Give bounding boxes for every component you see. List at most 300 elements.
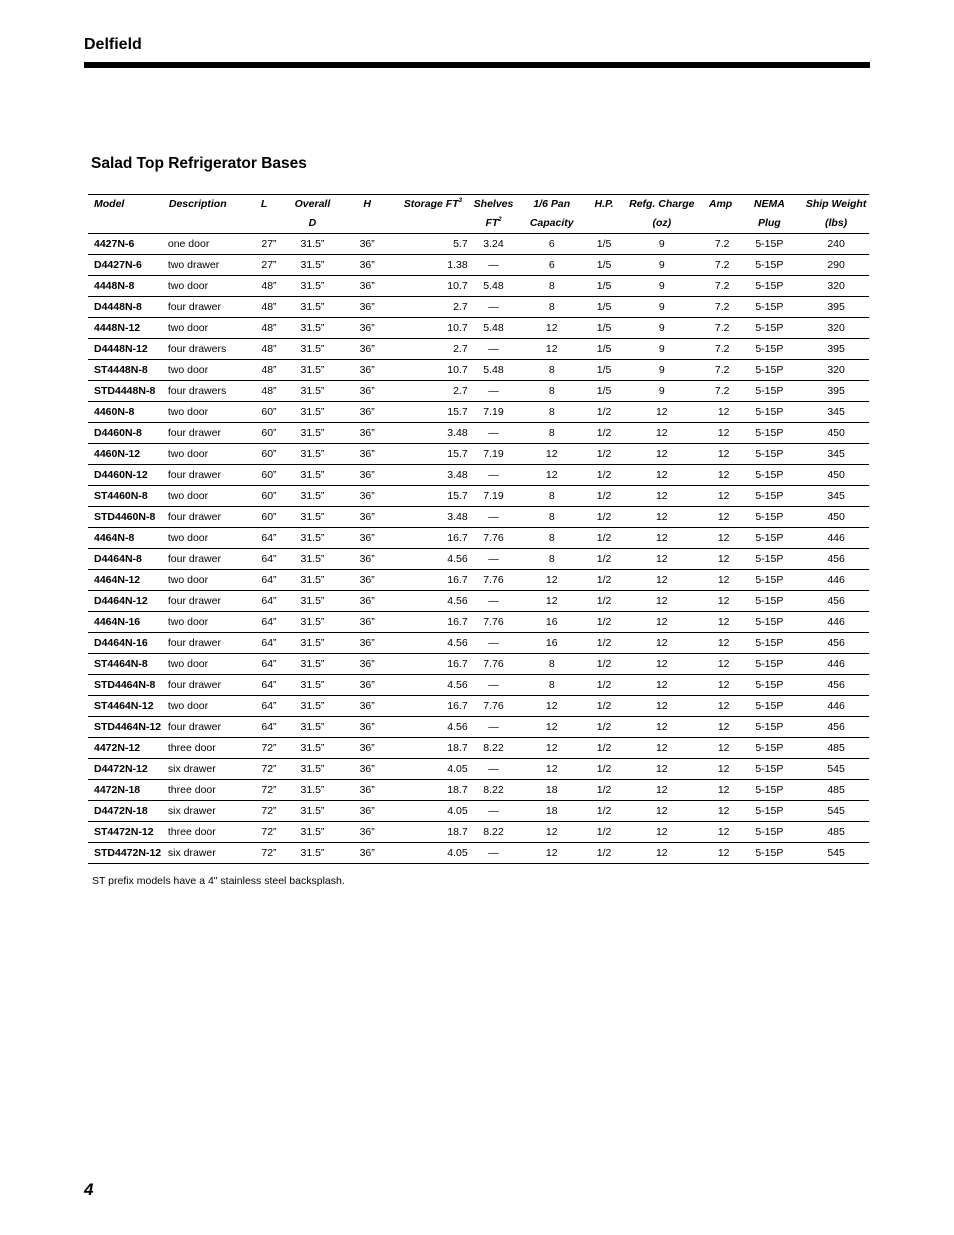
cell-shelves: 7.76 [474, 654, 514, 675]
cell-amp: 12 [706, 507, 736, 528]
cell-h: 36” [342, 528, 392, 549]
cell-refg-charge: 12 [618, 612, 706, 633]
cell-refg-charge: 12 [618, 549, 706, 570]
cell-pan-capacity: 18 [513, 780, 590, 801]
cell-ship-weight: 456 [803, 675, 869, 696]
cell-refg-charge: 12 [618, 570, 706, 591]
cell-l: 60” [246, 465, 283, 486]
cell-nema-plug: 5-15P [736, 381, 804, 402]
cell-pan-capacity: 8 [513, 549, 590, 570]
cell-storage: 16.7 [392, 612, 474, 633]
cell-ship-weight: 456 [803, 717, 869, 738]
cell-pan-capacity: 12 [513, 759, 590, 780]
cell-l: 64” [246, 612, 283, 633]
col-nema-plug: Plug [736, 214, 804, 234]
cell-model: ST4464N-8 [88, 654, 163, 675]
cell-nema-plug: 5-15P [736, 549, 804, 570]
cell-amp: 12 [706, 570, 736, 591]
cell-nema-plug: 5-15P [736, 738, 804, 759]
cell-hp: 1/2 [590, 759, 618, 780]
cell-amp: 12 [706, 822, 736, 843]
cell-pan-capacity: 12 [513, 339, 590, 360]
cell-amp: 12 [706, 738, 736, 759]
cell-shelves: 7.76 [474, 696, 514, 717]
cell-storage: 4.56 [392, 717, 474, 738]
cell-shelves: 7.76 [474, 528, 514, 549]
table-row [88, 780, 869, 801]
cell-l: 60” [246, 423, 283, 444]
table-row [88, 591, 869, 612]
cell-nema-plug: 5-15P [736, 486, 804, 507]
cell-model: STD4460N-8 [88, 507, 163, 528]
cell-overall-d: 31.5” [283, 633, 343, 654]
cell-shelves: — [474, 339, 514, 360]
cell-overall-d: 31.5” [283, 465, 343, 486]
cell-l: 48” [246, 276, 283, 297]
cell-l: 48” [246, 381, 283, 402]
cell-amp: 12 [706, 549, 736, 570]
cell-model: D4472N-18 [88, 801, 163, 822]
cell-nema-plug: 5-15P [736, 318, 804, 339]
cell-overall-d: 31.5” [283, 591, 343, 612]
cell-amp: 12 [706, 402, 736, 423]
cell-refg-charge: 9 [618, 276, 706, 297]
cell-h: 36” [342, 570, 392, 591]
cell-h: 36” [342, 696, 392, 717]
cell-hp: 1/2 [590, 465, 618, 486]
cell-hp: 1/2 [590, 696, 618, 717]
col-pan: 1/6 Pan [533, 198, 571, 211]
cell-overall-d: 31.5” [283, 486, 343, 507]
cell-description: four drawer [163, 549, 246, 570]
cell-refg-charge: 12 [618, 402, 706, 423]
cell-description: two door [163, 654, 246, 675]
cell-pan-capacity: 16 [513, 612, 590, 633]
cell-hp: 1/5 [590, 318, 618, 339]
cell-hp: 1/2 [590, 633, 618, 654]
cell-amp: 7.2 [706, 318, 736, 339]
cell-amp: 12 [706, 633, 736, 654]
cell-hp: 1/2 [590, 402, 618, 423]
cell-shelves: 3.24 [474, 234, 514, 255]
cell-ship-weight: 485 [803, 738, 869, 759]
cell-h: 36” [342, 465, 392, 486]
cell-model: D4448N-12 [88, 339, 163, 360]
cell-amp: 7.2 [706, 381, 736, 402]
cell-amp: 12 [706, 444, 736, 465]
cell-description: four drawer [163, 507, 246, 528]
cell-hp: 1/5 [590, 297, 618, 318]
cell-ship-weight: 290 [803, 255, 869, 276]
cell-refg-charge: 12 [618, 780, 706, 801]
cell-description: two door [163, 360, 246, 381]
table-row [88, 444, 869, 465]
col-shelves: Shelves [473, 198, 514, 211]
cell-h: 36” [359, 847, 375, 859]
cell-nema-plug: 5-15P [736, 822, 804, 843]
cell-model: D4427N-6 [88, 255, 163, 276]
cell-refg-charge: 12 [618, 486, 706, 507]
cell-refg-charge: 12 [618, 759, 706, 780]
cell-storage: 2.7 [392, 339, 474, 360]
cell-shelves: — [474, 675, 514, 696]
cell-model: ST4460N-8 [88, 486, 163, 507]
cell-nema-plug: 5-15P [736, 402, 804, 423]
cell-hp: 1/2 [590, 507, 618, 528]
cell-ship-weight: 320 [803, 360, 869, 381]
cell-overall-d: 31.5” [283, 297, 343, 318]
cell-ship-weight: 450 [803, 423, 869, 444]
cell-storage: 4.05 [392, 801, 474, 822]
cell-pan-capacity: 8 [513, 381, 590, 402]
cell-description: two door [163, 402, 246, 423]
col-refg-oz: (oz) [618, 214, 706, 234]
cell-description: four drawer [163, 591, 246, 612]
cell-hp: 1/5 [590, 276, 618, 297]
cell-amp: 12 [706, 465, 736, 486]
cell-ship-weight: 450 [803, 507, 869, 528]
cell-storage: 4.56 [392, 549, 474, 570]
cell-description: four drawer [163, 633, 246, 654]
cell-pan-capacity: 12 [545, 847, 558, 859]
cell-l: 64” [246, 633, 283, 654]
shelves-ft-label: FT [485, 217, 499, 230]
cell-l: 48” [246, 339, 283, 360]
cell-refg-charge: 9 [618, 318, 706, 339]
table-row [88, 654, 869, 675]
shelves-ft-sup: 2 [498, 217, 502, 224]
cell-storage: 10.7 [392, 276, 474, 297]
cell-model: STD4464N-12 [88, 717, 163, 738]
cell-nema-plug: 5-15P [736, 234, 804, 255]
cell-storage: 18.7 [392, 738, 474, 759]
cell-l: 60” [246, 402, 283, 423]
cell-storage: 16.7 [392, 570, 474, 591]
col-refg: Refg. Charge [629, 198, 695, 211]
cell-hp: 1/5 [590, 234, 618, 255]
cell-description: four drawer [163, 675, 246, 696]
cell-amp: 12 [706, 780, 736, 801]
cell-hp: 1/5 [590, 360, 618, 381]
cell-nema-plug: 5-15P [736, 360, 804, 381]
cell-pan-capacity: 12 [513, 738, 590, 759]
cell-pan-capacity: 8 [513, 675, 590, 696]
cell-overall-d: 31.5” [283, 717, 343, 738]
cell-ship-weight: 320 [803, 276, 869, 297]
cell-refg-charge: 12 [618, 738, 706, 759]
cell-l: 27” [246, 234, 283, 255]
cell-pan-capacity: 12 [513, 696, 590, 717]
cell-model: ST4448N-8 [88, 360, 163, 381]
cell-overall-d: 31.5” [283, 612, 343, 633]
table-row [88, 234, 869, 255]
cell-l: 72” [261, 847, 277, 859]
table-row [88, 255, 869, 276]
cell-refg-charge: 9 [618, 381, 706, 402]
cell-nema-plug: 5-15P [736, 801, 804, 822]
cell-description: four drawers [163, 381, 246, 402]
cell-storage: 4.56 [392, 675, 474, 696]
table-row [88, 822, 869, 843]
table-row [88, 738, 869, 759]
cell-description: three door [163, 822, 246, 843]
cell-l: 72” [246, 822, 283, 843]
cell-overall-d: 31.5” [283, 801, 343, 822]
cell-amp: 12 [706, 759, 736, 780]
cell-h: 36” [342, 360, 392, 381]
cell-hp: 1/2 [590, 570, 618, 591]
cell-l: 64” [246, 696, 283, 717]
cell-l: 60” [246, 444, 283, 465]
cell-l: 64” [246, 591, 283, 612]
cell-ship-weight: 395 [803, 381, 869, 402]
cell-ship-weight: 345 [803, 444, 869, 465]
cell-h: 36” [342, 444, 392, 465]
cell-nema-plug: 5-15P [736, 717, 804, 738]
cell-nema-plug: 5-15P [736, 654, 804, 675]
cell-refg-charge: 12 [618, 654, 706, 675]
cell-refg-charge: 12 [618, 717, 706, 738]
cell-l: 64” [246, 528, 283, 549]
cell-l: 60” [246, 507, 283, 528]
cell-h: 36” [342, 339, 392, 360]
cell-model: 4464N-12 [88, 570, 163, 591]
cell-nema-plug: 5-15P [736, 255, 804, 276]
col-amp: Amp [708, 198, 733, 211]
cell-h: 36” [342, 822, 392, 843]
cell-storage: 15.7 [392, 486, 474, 507]
cell-ship-weight: 345 [803, 402, 869, 423]
cell-l: 48” [246, 360, 283, 381]
cell-model: D4464N-12 [88, 591, 163, 612]
cell-hp: 1/2 [596, 847, 612, 859]
cell-overall-d: 31.5” [283, 549, 343, 570]
cell-shelves: 7.19 [474, 444, 514, 465]
table-row [88, 507, 869, 528]
cell-l: 72” [246, 780, 283, 801]
cell-refg-charge: 9 [618, 255, 706, 276]
cell-shelves: 7.76 [474, 612, 514, 633]
brand-name: Delfield [84, 36, 142, 53]
cell-nema-plug: 5-15P [736, 465, 804, 486]
cell-hp: 1/5 [590, 255, 618, 276]
cell-hp: 1/2 [590, 423, 618, 444]
table-row [88, 360, 869, 381]
cell-model: D4460N-12 [88, 465, 163, 486]
cell-model: D4464N-8 [88, 549, 163, 570]
cell-amp: 12 [706, 612, 736, 633]
cell-model: STD4472N-12 [94, 847, 162, 859]
cell-description: four drawer [163, 423, 246, 444]
cell-pan-capacity: 8 [513, 276, 590, 297]
cell-overall-d: 31.5” [300, 847, 325, 859]
cell-model: D4460N-8 [88, 423, 163, 444]
cell-overall-d: 31.5” [283, 507, 343, 528]
cell-amp: 12 [706, 654, 736, 675]
cell-ship-weight: 485 [803, 822, 869, 843]
table-row [88, 402, 869, 423]
cell-l: 60” [246, 486, 283, 507]
table-body [88, 234, 869, 864]
cell-ship-weight: 450 [803, 465, 869, 486]
cell-description: four drawer [163, 297, 246, 318]
cell-shelves: — [474, 801, 514, 822]
cell-nema-plug: 5-15P [736, 591, 804, 612]
cell-storage: 5.7 [392, 234, 474, 255]
cell-pan-capacity: 8 [513, 654, 590, 675]
cell-shelves: — [474, 507, 514, 528]
cell-description: four drawer [163, 717, 246, 738]
cell-pan-capacity: 8 [513, 507, 590, 528]
cell-storage: 4.56 [392, 633, 474, 654]
table-header-row [88, 195, 869, 215]
cell-h: 36” [342, 675, 392, 696]
cell-ship-weight: 485 [803, 780, 869, 801]
cell-pan-capacity: 8 [513, 360, 590, 381]
table-row [88, 339, 869, 360]
cell-storage: 16.7 [392, 654, 474, 675]
table-row [88, 675, 869, 696]
cell-model: 4427N-6 [88, 234, 163, 255]
cell-description: six drawer [167, 847, 216, 859]
cell-model: STD4464N-8 [88, 675, 163, 696]
cell-amp: 12 [717, 847, 730, 859]
cell-h: 36” [342, 717, 392, 738]
cell-shelves: 5.48 [474, 318, 514, 339]
cell-nema-plug: 5-15P [736, 276, 804, 297]
cell-amp: 7.2 [706, 276, 736, 297]
cell-overall-d: 31.5” [283, 675, 343, 696]
cell-pan-capacity: 6 [513, 234, 590, 255]
cell-pan-capacity: 12 [513, 444, 590, 465]
cell-description: two door [163, 570, 246, 591]
cell-nema-plug: 5-15P [736, 780, 804, 801]
cell-h: 36” [342, 549, 392, 570]
cell-storage: 4.56 [392, 591, 474, 612]
cell-model: 4448N-8 [88, 276, 163, 297]
table-row [88, 570, 869, 591]
cell-pan-capacity: 8 [513, 528, 590, 549]
cell-shelves: — [488, 847, 499, 859]
cell-description: two door [163, 612, 246, 633]
cell-nema-plug: 5-15P [736, 444, 804, 465]
col-ship-lbs: (lbs) [803, 214, 869, 234]
cell-nema-plug: 5-15P [736, 507, 804, 528]
footnote: ST prefix models have a 4" stainless steel backsplash. [92, 875, 345, 887]
col-ship: Ship Weight [805, 198, 867, 211]
cell-shelves: 5.48 [474, 360, 514, 381]
cell-refg-charge: 12 [618, 423, 706, 444]
table-header-row [88, 214, 869, 234]
cell-hp: 1/2 [590, 654, 618, 675]
cell-h: 36” [342, 780, 392, 801]
col-overall-d: D [283, 214, 343, 234]
cell-description: three door [163, 780, 246, 801]
cell-shelves: — [474, 423, 514, 444]
cell-refg-charge: 12 [618, 591, 706, 612]
cell-description: six drawer [163, 801, 246, 822]
cell-storage: 15.7 [392, 444, 474, 465]
cell-description: four drawers [163, 339, 246, 360]
cell-refg-charge: 9 [618, 339, 706, 360]
cell-amp: 7.2 [706, 297, 736, 318]
cell-storage: 2.7 [392, 381, 474, 402]
cell-hp: 1/2 [590, 822, 618, 843]
cell-pan-capacity: 12 [513, 822, 590, 843]
cell-l: 27” [246, 255, 283, 276]
cell-l: 64” [246, 654, 283, 675]
cell-shelves: 7.76 [474, 570, 514, 591]
cell-ship-weight: 446 [803, 654, 869, 675]
cell-h: 36” [342, 318, 392, 339]
cell-description: three door [163, 738, 246, 759]
cell-amp: 7.2 [706, 360, 736, 381]
cell-h: 36” [342, 759, 392, 780]
cell-shelves: 7.19 [474, 486, 514, 507]
table-row [88, 486, 869, 507]
cell-model: 4472N-18 [88, 780, 163, 801]
cell-overall-d: 31.5” [283, 339, 343, 360]
col-shelves-ft [474, 214, 514, 234]
table-row [88, 318, 869, 339]
cell-description: two drawer [163, 255, 246, 276]
cell-storage: 2.7 [392, 297, 474, 318]
cell-model: STD4448N-8 [88, 381, 163, 402]
cell-overall-d: 31.5” [283, 255, 343, 276]
cell-overall-d: 31.5” [283, 528, 343, 549]
cell-pan-capacity: 8 [513, 486, 590, 507]
cell-overall-d: 31.5” [283, 738, 343, 759]
cell-pan-capacity: 8 [513, 423, 590, 444]
cell-shelves: 8.22 [474, 780, 514, 801]
cell-nema-plug: 5-15P [736, 633, 804, 654]
cell-shelves: 7.19 [474, 402, 514, 423]
cell-hp: 1/2 [590, 780, 618, 801]
cell-h: 36” [342, 654, 392, 675]
cell-ship-weight: 240 [803, 234, 869, 255]
cell-storage: 3.48 [392, 465, 474, 486]
cell-storage: 3.48 [392, 507, 474, 528]
cell-description: two door [163, 696, 246, 717]
cell-h: 36” [342, 276, 392, 297]
cell-model: 4460N-8 [88, 402, 163, 423]
cell-overall-d: 31.5” [283, 423, 343, 444]
cell-overall-d: 31.5” [283, 444, 343, 465]
cell-hp: 1/2 [590, 486, 618, 507]
cell-storage: 16.7 [392, 696, 474, 717]
cell-storage: 1.38 [392, 255, 474, 276]
cell-h: 36” [342, 234, 392, 255]
col-pan-capacity: Capacity [513, 214, 590, 234]
cell-hp: 1/2 [590, 738, 618, 759]
cell-storage: 4.05 [392, 759, 474, 780]
cell-overall-d: 31.5” [283, 654, 343, 675]
cell-ship-weight: 456 [803, 633, 869, 654]
cell-hp: 1/5 [590, 339, 618, 360]
cell-model: ST4464N-12 [88, 696, 163, 717]
cell-h: 36” [342, 633, 392, 654]
table-row [88, 423, 869, 444]
cell-overall-d: 31.5” [283, 570, 343, 591]
cell-h: 36” [342, 402, 392, 423]
cell-pan-capacity: 8 [513, 297, 590, 318]
table-row [88, 381, 869, 402]
cell-shelves: 5.48 [474, 276, 514, 297]
cell-ship-weight: 446 [803, 696, 869, 717]
cell-l: 72” [246, 801, 283, 822]
cell-amp: 12 [706, 591, 736, 612]
cell-l: 72” [246, 759, 283, 780]
